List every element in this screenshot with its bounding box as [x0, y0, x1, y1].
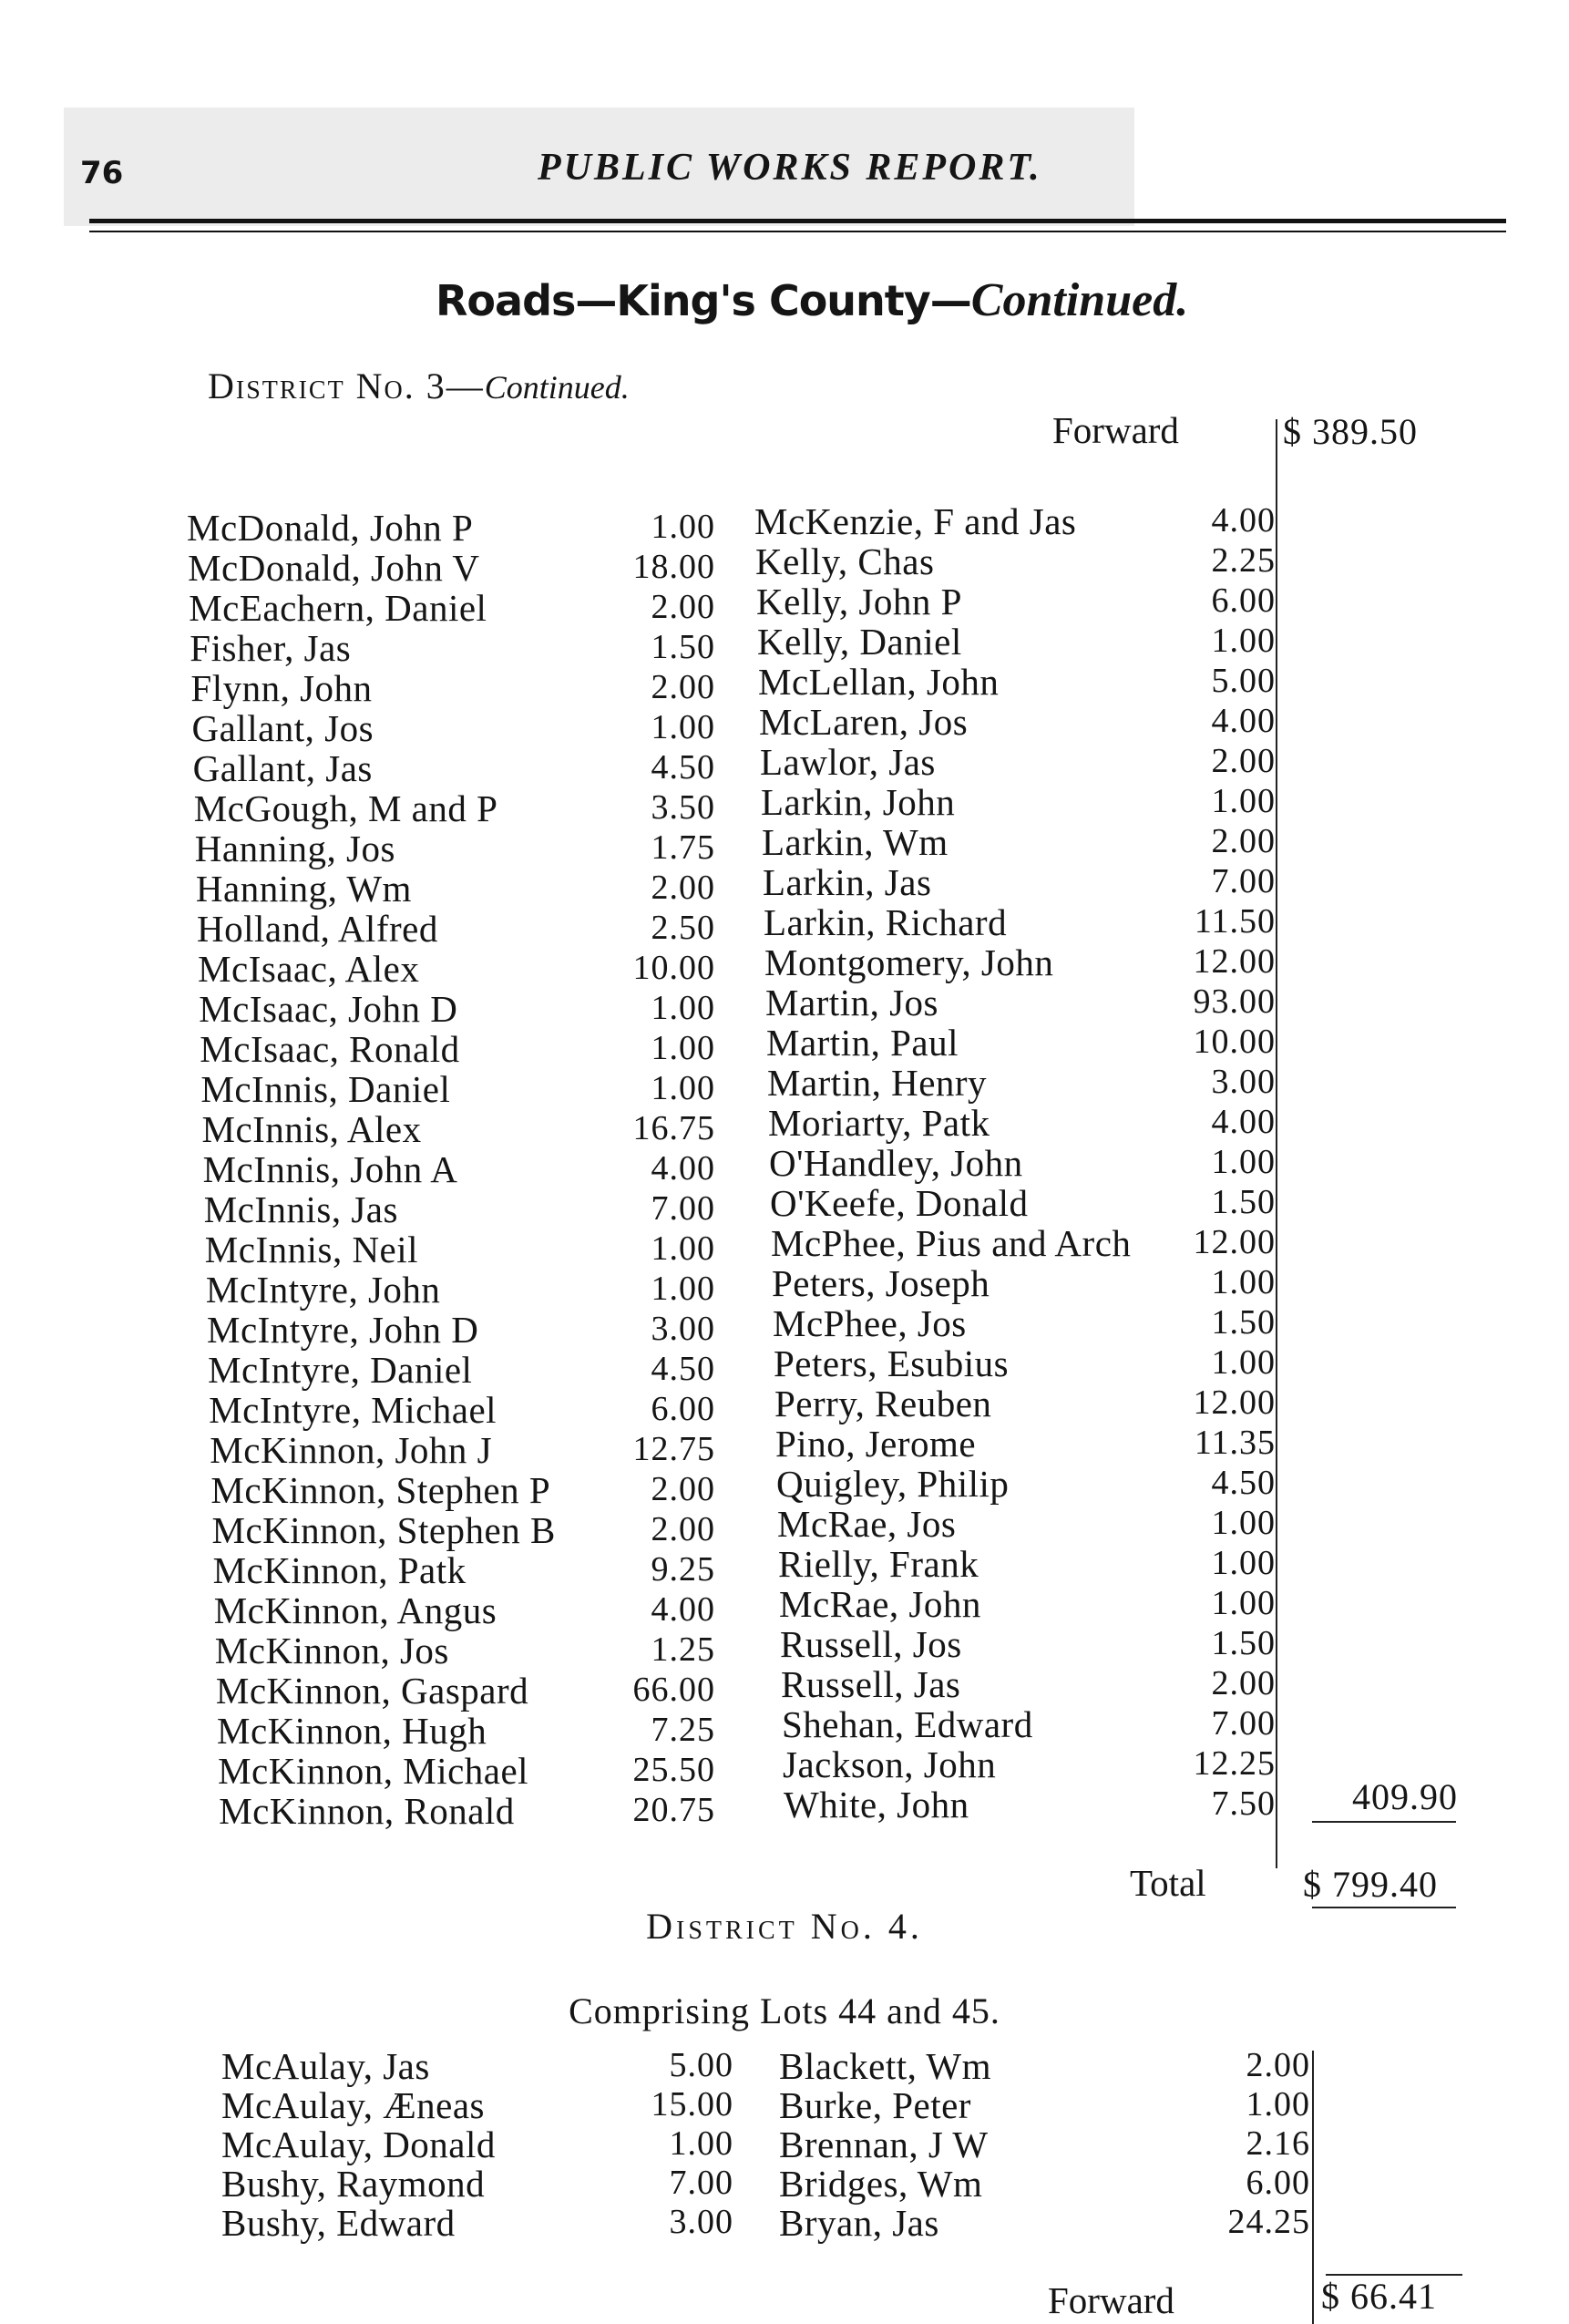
payment-amount: 2.16 [1246, 2124, 1310, 2163]
payment-amount: 2.25 [1211, 541, 1276, 580]
payment-amount: 1.50 [1211, 1624, 1276, 1662]
payment-amount: 2.00 [1211, 822, 1276, 860]
payment-amount: 12.75 [632, 1430, 715, 1468]
payment-amount: 1.50 [1211, 1183, 1276, 1221]
payee-name: Larkin, John [761, 781, 956, 823]
payment-amount: 4.00 [1211, 1103, 1276, 1141]
payee-name: McEachern, Daniel [189, 587, 487, 629]
payment-amount: 12.00 [1193, 1223, 1276, 1261]
payment-amount: 7.00 [1211, 862, 1276, 900]
payment-amount: 2.00 [651, 588, 715, 626]
payee-name: McRae, Jos [777, 1503, 957, 1545]
payment-amount: 12.25 [1193, 1744, 1276, 1783]
payment-amount: 1.00 [669, 2124, 733, 2163]
payee-name: Burke, Peter [779, 2084, 971, 2126]
payee-name: McDonald, John P [187, 507, 474, 549]
payee-name: Martin, Paul [766, 1022, 959, 1064]
payment-amount: 1.00 [651, 989, 715, 1027]
payee-name: Gallant, Jos [191, 707, 374, 749]
payee-name: McKinnon, Ronald [219, 1790, 515, 1832]
payment-amount: 1.00 [651, 708, 715, 746]
district-3-subtotal: 409.90 [1352, 1776, 1458, 1817]
section-title-continued: Continued. [970, 274, 1189, 326]
payee-name: McRae, John [779, 1583, 981, 1625]
payee-name: McInnis, Alex [201, 1108, 422, 1150]
district-3-subtotal-rule [1312, 1821, 1456, 1823]
district-3-heading [208, 365, 630, 407]
payment-amount: 16.75 [632, 1109, 715, 1147]
payment-amount: 2.00 [651, 1470, 715, 1508]
payee-name: McInnis, Daniel [200, 1068, 451, 1110]
section-title [436, 273, 1188, 327]
payee-name: Blackett, Wm [779, 2045, 991, 2087]
district-3-column-rule [1276, 419, 1277, 1868]
payee-name: McGough, M and P [193, 787, 498, 829]
payment-amount: 4.00 [1211, 702, 1276, 740]
district-4-forward-rule [1326, 2274, 1462, 2276]
payment-amount: 1.00 [1211, 622, 1276, 660]
payment-amount: 7.00 [651, 1189, 715, 1228]
payment-amount: 11.35 [1194, 1424, 1276, 1462]
payee-name: McKinnon, John J [210, 1429, 493, 1471]
payment-amount: 1.00 [651, 1069, 715, 1107]
payee-name: McIntyre, John D [207, 1309, 479, 1351]
payment-amount: 1.00 [1211, 1143, 1276, 1181]
payee-name: Flynn, John [190, 667, 373, 709]
payment-amount: 18.00 [632, 548, 715, 586]
payee-name: McPhee, Jos [773, 1302, 967, 1344]
payee-name: Martin, Jos [765, 982, 938, 1023]
payee-name: McKinnon, Jos [214, 1630, 449, 1671]
payee-name: Brennan, J W [779, 2123, 989, 2165]
payment-amount: 1.00 [1211, 782, 1276, 820]
payment-amount: 1.25 [651, 1630, 715, 1669]
payment-amount: 15.00 [651, 2085, 733, 2123]
payment-amount: 4.50 [651, 1350, 715, 1388]
payment-amount: 1.00 [1211, 1504, 1276, 1542]
payee-name: Russell, Jas [781, 1663, 961, 1705]
payee-name: Moriarty, Patk [768, 1102, 990, 1144]
payee-name: O'Keefe, Donald [770, 1182, 1029, 1224]
district-3-total-amount: $ 799.40 [1303, 1864, 1438, 1905]
payee-name: Quigley, Philip [776, 1463, 1010, 1505]
payee-name: Peters, Esubius [774, 1342, 1010, 1384]
running-title: PUBLIC WORKS REPORT. [538, 147, 1042, 189]
district-3-forward-amount: $ 389.50 [1283, 411, 1418, 452]
payee-name: McInnis, John A [202, 1148, 458, 1190]
payment-amount: 1.00 [1211, 1343, 1276, 1382]
district-3-forward-label: Forward [1052, 409, 1179, 451]
payee-name: McKinnon, Hugh [217, 1710, 487, 1752]
payment-amount: 3.00 [1211, 1063, 1276, 1101]
payee-name: McKinnon, Gaspard [215, 1670, 529, 1712]
payee-name: Montgomery, John [764, 941, 1054, 983]
payee-name: Hanning, Wm [195, 868, 412, 910]
payment-amount: 1.75 [651, 828, 715, 867]
payee-name: Pino, Jerome [775, 1423, 977, 1465]
payee-name: Shehan, Edward [782, 1703, 1033, 1745]
payee-name: McAulay, Donald [221, 2123, 496, 2165]
district-3-heading-label: District No. 3— [208, 365, 485, 406]
section-title-main: Roads—King's County— [436, 276, 971, 325]
payment-amount: 9.25 [651, 1550, 715, 1589]
payment-amount: 25.50 [632, 1751, 715, 1789]
payment-amount: 4.00 [651, 1590, 715, 1629]
payee-name: McIntyre, Michael [209, 1389, 497, 1431]
payment-amount: 3.50 [651, 788, 715, 827]
payee-name: Peters, Joseph [772, 1262, 990, 1304]
payee-name: White, John [784, 1784, 969, 1825]
payment-amount: 66.00 [632, 1671, 715, 1709]
payee-name: Larkin, Wm [762, 821, 949, 863]
payee-name: McKinnon, Stephen P [210, 1469, 551, 1511]
payee-name: Bridges, Wm [779, 2163, 983, 2205]
payment-amount: 2.00 [1246, 2046, 1310, 2084]
payee-name: McKinnon, Stephen B [211, 1509, 556, 1551]
payment-amount: 1.50 [651, 628, 715, 666]
payee-name: Rielly, Frank [778, 1543, 979, 1585]
payment-amount: 2.00 [1211, 742, 1276, 780]
district-4-forward-label: Forward [1048, 2279, 1174, 2321]
payee-name: McInnis, Jas [203, 1188, 398, 1230]
payee-name: Bushy, Raymond [221, 2163, 486, 2205]
payment-amount: 2.00 [651, 1510, 715, 1548]
district-3-heading-continued: Continued. [484, 369, 630, 406]
payee-name: Larkin, Richard [764, 901, 1008, 943]
payment-amount: 3.00 [669, 2203, 733, 2241]
payment-amount: 1.00 [1211, 1584, 1276, 1622]
payment-amount: 1.50 [1211, 1303, 1276, 1342]
district-4-heading: District No. 4. [646, 1906, 923, 1947]
payment-amount: 11.50 [1194, 902, 1276, 941]
payment-amount: 6.00 [1246, 2164, 1310, 2202]
payment-amount: 6.00 [651, 1390, 715, 1428]
payment-amount: 2.50 [651, 909, 715, 947]
district-3-total-label: Total [1130, 1862, 1206, 1904]
payee-name: Martin, Henry [767, 1062, 988, 1104]
payee-name: Holland, Alfred [197, 908, 438, 950]
payment-amount: 5.00 [1211, 662, 1276, 700]
payment-amount: 6.00 [1211, 581, 1276, 620]
header-rule [89, 219, 1506, 223]
payee-name: McKinnon, Angus [213, 1589, 497, 1631]
payment-amount: 7.00 [669, 2164, 733, 2202]
district-4-subheading: Comprising Lots 44 and 45. [569, 1990, 1000, 2031]
payee-name: McKinnon, Patk [212, 1549, 467, 1591]
payment-amount: 1.00 [651, 1270, 715, 1308]
payee-name: Jackson, John [783, 1743, 997, 1785]
payment-amount: 2.00 [651, 668, 715, 706]
payee-name: Gallant, Jas [192, 747, 373, 789]
payment-amount: 4.00 [651, 1149, 715, 1188]
payee-name: McAulay, Jas [221, 2045, 430, 2087]
payment-amount: 1.00 [651, 508, 715, 546]
payee-name: McIsaac, John D [199, 988, 458, 1030]
payment-amount: 7.50 [1211, 1784, 1276, 1823]
page-number: 76 [80, 155, 124, 191]
payee-name: McLellan, John [758, 661, 1000, 703]
payee-name: McKinnon, Michael [218, 1750, 529, 1792]
payee-name: Fisher, Jas [190, 627, 352, 669]
payee-name: Kelly, Chas [755, 540, 935, 582]
payee-name: McIntyre, John [205, 1269, 441, 1311]
payment-amount: 1.00 [651, 1029, 715, 1067]
payment-amount: 12.00 [1193, 1383, 1276, 1422]
payment-amount: 24.25 [1227, 2203, 1310, 2241]
payment-amount: 1.00 [1211, 1263, 1276, 1301]
payment-amount: 4.50 [1211, 1464, 1276, 1502]
payee-name: O'Handley, John [769, 1142, 1023, 1184]
payee-name: McIsaac, Ronald [200, 1028, 460, 1070]
payee-name: McPhee, Pius and Arch [771, 1222, 1132, 1264]
payment-amount: 4.00 [1211, 501, 1276, 540]
district-4-forward-amount: $ 66.41 [1321, 2276, 1437, 2317]
payee-name: McAulay, Æneas [221, 2084, 485, 2126]
payee-name: McIsaac, Alex [198, 948, 420, 990]
payment-amount: 3.00 [651, 1310, 715, 1348]
payment-amount: 20.75 [632, 1791, 715, 1829]
payee-name: Perry, Reuben [774, 1383, 992, 1424]
payment-amount: 2.00 [1211, 1664, 1276, 1702]
payment-amount: 4.50 [651, 748, 715, 787]
district-4-column-rule [1312, 2051, 1314, 2324]
payee-name: Larkin, Jas [763, 861, 932, 903]
payment-amount: 1.00 [651, 1229, 715, 1268]
payment-amount: 1.00 [1211, 1544, 1276, 1582]
payee-name: Kelly, Daniel [757, 621, 962, 663]
payment-amount: 7.25 [651, 1711, 715, 1749]
payee-name: Russell, Jos [780, 1623, 962, 1665]
payee-name: Hanning, Jos [194, 828, 395, 869]
payee-name: McLaren, Jos [759, 701, 969, 743]
payment-amount: 5.00 [669, 2046, 733, 2084]
payee-name: McInnis, Neil [204, 1229, 419, 1270]
payee-name: Lawlor, Jas [760, 741, 936, 783]
payment-amount: 2.00 [651, 869, 715, 907]
payee-name: Bryan, Jas [779, 2202, 939, 2244]
payment-amount: 12.00 [1193, 942, 1276, 981]
payee-name: Bushy, Edward [221, 2202, 456, 2244]
payee-name: McIntyre, Daniel [208, 1349, 473, 1391]
payee-name: Kelly, John P [756, 581, 962, 622]
payment-amount: 7.00 [1211, 1704, 1276, 1743]
header-rule-thin [89, 231, 1506, 232]
payee-name: McDonald, John V [188, 547, 480, 589]
payment-amount: 1.00 [1246, 2085, 1310, 2123]
payment-amount: 93.00 [1193, 982, 1276, 1021]
payment-amount: 10.00 [1193, 1023, 1276, 1061]
payment-amount: 10.00 [632, 949, 715, 987]
payee-name: McKenzie, F and Jas [754, 500, 1077, 542]
